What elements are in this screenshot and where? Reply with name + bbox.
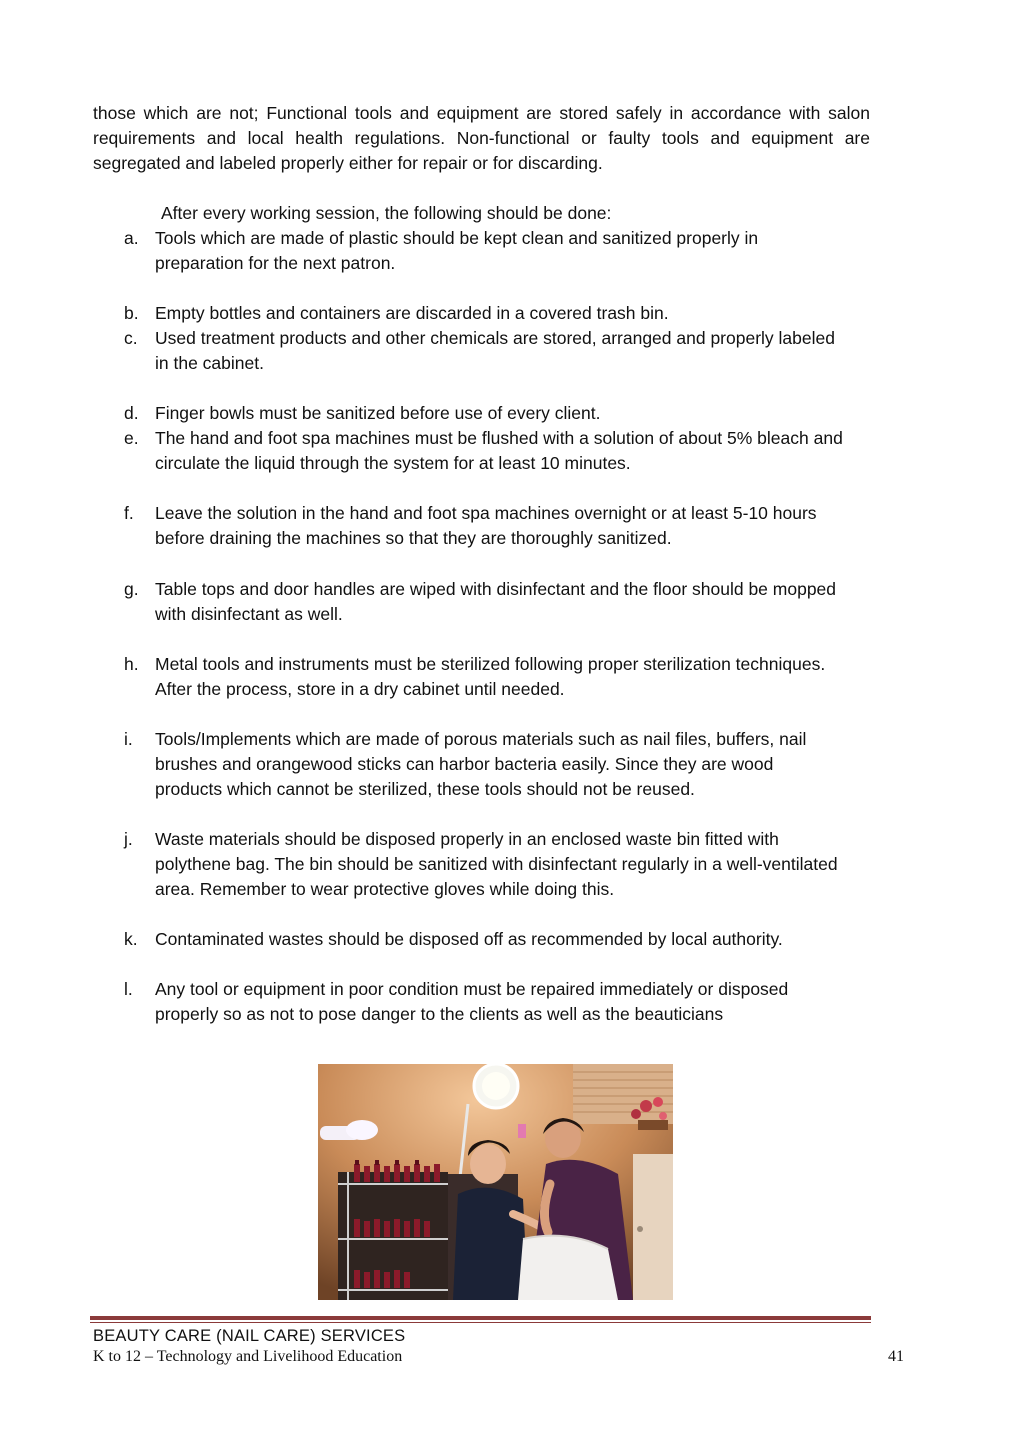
list-item-letter: i. (124, 729, 133, 749)
lead-sentence: After every working session, the following should be done: (161, 203, 612, 223)
page-number: 41 (888, 1348, 904, 1365)
list-item-text: Empty bottles and containers are discarded in a covered trash bin. (155, 303, 669, 323)
list-item-text: Waste materials should be disposed properly in an enclosed waste bin fitted with polythene bag. The bin should be sanitized with disinfectant regularly in a well-ventilated area. Remember to wear protective gloves while doing this. (155, 829, 838, 899)
list-item-text: Contaminated wastes should be disposed off as recommended by local authority. (155, 929, 783, 949)
nail-salon-photo (318, 1064, 673, 1300)
intro-paragraph: those which are not; Functional tools and equipment are stored safely in accordance with salon requirements and local health regulations. Non-functional or faulty tools and equipment are segregated and labeled properly either for repair or for discarding. (93, 103, 870, 173)
list-item-letter: e. (124, 428, 139, 448)
list-item-text: Table tops and door handles are wiped with disinfectant and the floor should be mopped with disinfectant as well. (155, 579, 837, 624)
list-item-letter: j. (124, 829, 133, 849)
footer-rule (90, 1322, 871, 1323)
list-item-text: Leave the solution in the hand and foot spa machines overnight or at least 5-10 hours before draining the machines so that they are thoroughly sanitized. (155, 503, 817, 548)
list-item-text: Tools which are made of plastic should be kept clean and sanitized properly in preparation for the next patron. (155, 228, 759, 273)
list-item-text: Used treatment products and other chemicals are stored, arranged and properly labeled in the cabinet. (155, 328, 835, 373)
list-item-letter: g. (124, 579, 139, 599)
footer-title: BEAUTY CARE (NAIL CARE) SERVICES (93, 1327, 406, 1345)
list-item-letter: l. (124, 979, 133, 999)
list-item-text: Tools/Implements which are made of porous materials such as nail files, buffers, nail brushes and orangewood sticks can harbor bacteria easily. Since they are wood products which cannot be sterilized, these tools should not be reused. (155, 729, 807, 799)
list-item-letter: k. (124, 929, 138, 949)
list-item-text: Metal tools and instruments must be sterilized following proper sterilization techniques. After the process, store in a dry cabinet until needed. (155, 654, 826, 699)
footer-subtitle: K to 12 – Technology and Livelihood Education (93, 1348, 403, 1365)
list-item-letter: d. (124, 403, 139, 423)
footer-rule (90, 1316, 871, 1320)
list-item-text: Any tool or equipment in poor condition must be repaired immediately or disposed properly so as not to pose danger to the clients as well as the beauticians (155, 979, 789, 1024)
list-item-letter: f. (124, 503, 134, 523)
list-item-letter: c. (124, 328, 138, 348)
list-item-letter: b. (124, 303, 139, 323)
list-item-letter: h. (124, 654, 139, 674)
list-item-text: Finger bowls must be sanitized before use of every client. (155, 403, 601, 423)
list-item-letter: a. (124, 228, 139, 248)
list-item-text: The hand and foot spa machines must be flushed with a solution of about 5% bleach and circulate the liquid through the system for at least 10 minutes. (155, 428, 843, 473)
